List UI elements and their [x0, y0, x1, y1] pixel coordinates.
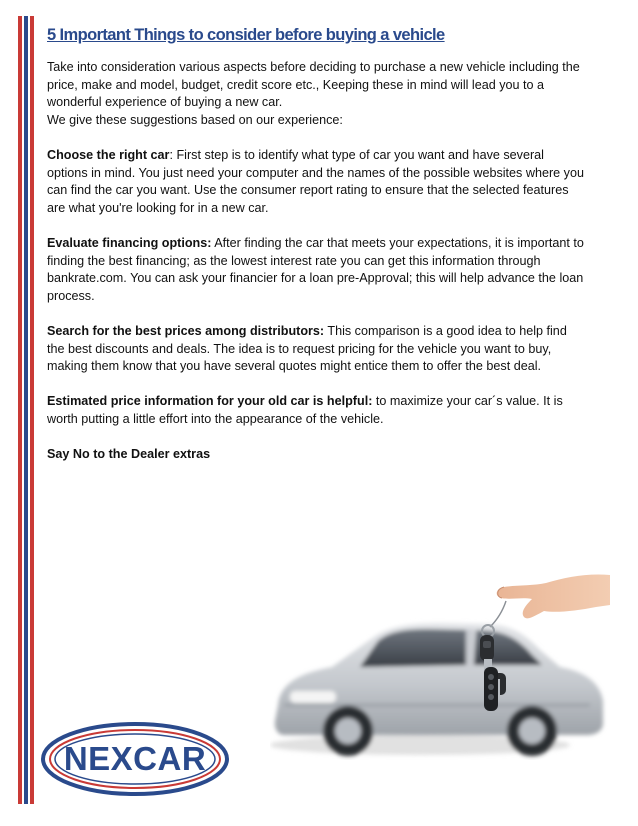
tip-dealer-extras — [47, 446, 587, 464]
intro-note: We give these suggestions based on our experience: — [47, 112, 343, 127]
car-keys-illustration — [270, 555, 610, 760]
left-stripe-red-inner — [30, 16, 34, 804]
tip-heading: Search for the best prices among distributors: — [47, 323, 325, 338]
tip-choose-car — [47, 147, 587, 217]
car-icon — [270, 623, 603, 756]
left-stripe-red-outer — [18, 16, 22, 804]
logo-wordmark: NEXCAR — [63, 740, 207, 777]
tip-old-car-price — [47, 393, 587, 428]
tip-financing — [47, 235, 587, 305]
intro-paragraph: Take into consideration various aspects before deciding to purchase a new vehicle including the price, make and model, budget, credit score etc., Keeping these in mind will lead you to a wonderful experience of buying a new car. — [47, 60, 580, 110]
tip-heading: Evaluate financing options: — [47, 235, 212, 250]
article-body — [47, 26, 587, 464]
tip-text: : First step is to identify what type of car you want and have several options in mind. You just need your computer and the names of the possible websites where you can find the car you want. Use the consumer report rating to ensure that the selected features are what you're looking for in a new car. — [47, 147, 584, 215]
tip-heading: Say No to the Dealer extras — [47, 447, 211, 462]
hand-icon — [497, 574, 610, 618]
page-title: 5 Important Things to consider before buying a vehicle — [47, 26, 445, 44]
tip-heading: Choose the right car — [47, 147, 170, 162]
tip-text: This comparison is a good idea to help find the best discounts and deals. The idea is to request pricing for the vehicle you want to buy, making them know that you have several quotes might entice them to offer the best deal. — [47, 323, 567, 374]
nexcar-logo — [40, 722, 230, 796]
left-stripe-blue — [24, 16, 28, 804]
tip-text: to maximize your car´s value. It is worth putting a little effort into the appearance of the vehicle. — [47, 394, 563, 426]
tip-best-prices — [47, 323, 587, 376]
tip-text: After finding the car that meets your expectations, it is important to finding the best financing; as the lowest interest rate you can get this information through bankrate.com. You can ask your financier for a loan pre-Approval; this will help advance the loan process. — [47, 235, 584, 303]
tip-heading: Estimated price information for your old car is helpful: — [47, 394, 373, 409]
